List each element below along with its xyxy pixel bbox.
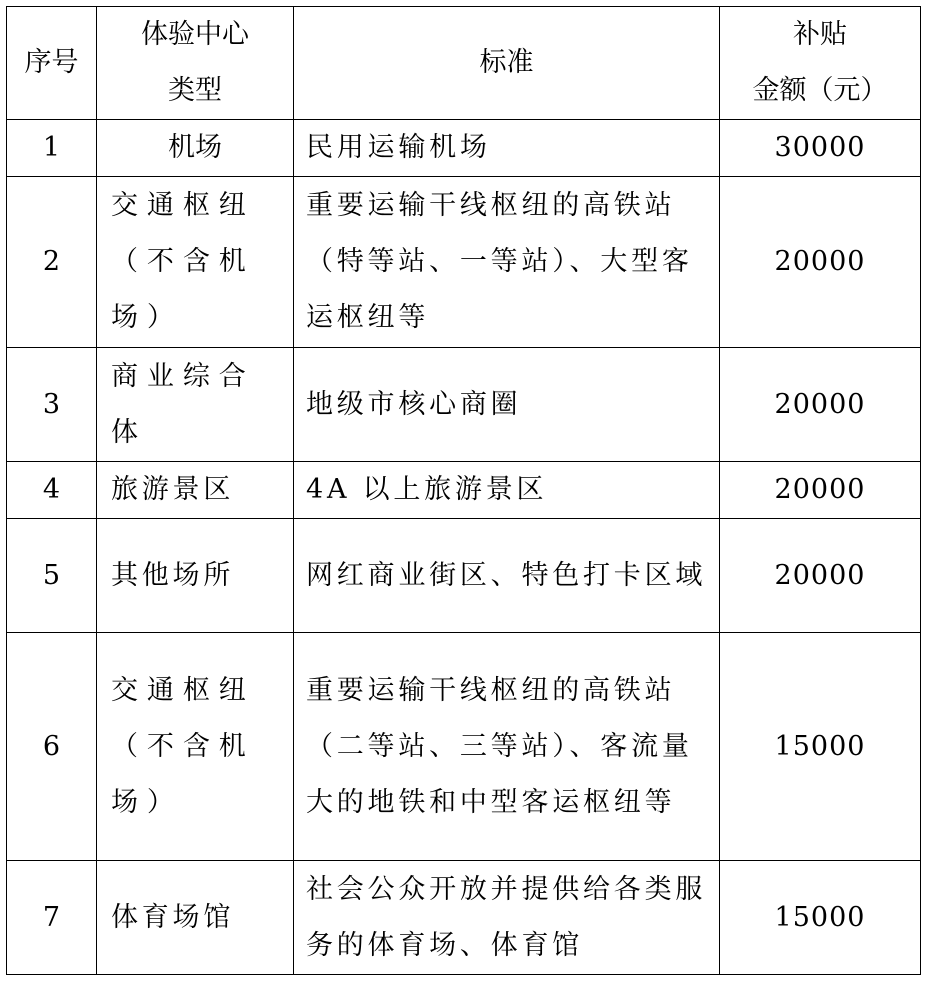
row-amount: 15000	[720, 633, 921, 861]
table-row	[7, 861, 921, 975]
table-row	[7, 633, 921, 861]
row-type: 其他场所	[97, 519, 294, 633]
row-standard: 社会公众开放并提供给各类服务的体育场、体育馆	[294, 861, 720, 975]
header-row	[7, 7, 921, 120]
table-row	[7, 348, 921, 462]
row-amount: 30000	[720, 120, 921, 177]
table-row	[7, 462, 921, 519]
header-type	[97, 7, 294, 120]
header-type-line1: 体验中心	[141, 19, 249, 50]
row-type: 机场	[97, 120, 294, 177]
row-standard: 民用运输机场	[294, 120, 720, 177]
row-standard: 重要运输干线枢纽的高铁站（特等站、一等站）、大型客运枢纽等	[294, 177, 720, 348]
row-amount: 20000	[720, 348, 921, 462]
row-type: 商业综合体	[97, 348, 294, 462]
row-num: 4	[7, 462, 97, 519]
row-amount: 20000	[720, 462, 921, 519]
subsidy-table	[6, 6, 921, 975]
row-standard: 重要运输干线枢纽的高铁站（二等站、三等站）、客流量大的地铁和中型客运枢纽等	[294, 633, 720, 861]
row-num: 1	[7, 120, 97, 177]
row-type: 体育场馆	[97, 861, 294, 975]
row-amount: 20000	[720, 177, 921, 348]
header-amount-line1: 补贴	[793, 19, 847, 50]
table-row	[7, 519, 921, 633]
header-amount-line2: 金额（元）	[752, 75, 888, 106]
header-type-line2: 类型	[168, 75, 222, 106]
row-amount: 15000	[720, 861, 921, 975]
row-num: 7	[7, 861, 97, 975]
row-num: 2	[7, 177, 97, 348]
row-type: 交通枢纽（不含机场）	[97, 633, 294, 861]
row-type: 交通枢纽（不含机场）	[97, 177, 294, 348]
table-row	[7, 120, 921, 177]
table-row	[7, 177, 921, 348]
header-num: 序号	[7, 7, 97, 120]
row-type: 旅游景区	[97, 462, 294, 519]
row-standard: 地级市核心商圈	[294, 348, 720, 462]
row-standard: 4A 以上旅游景区	[294, 462, 720, 519]
row-num: 6	[7, 633, 97, 861]
row-amount: 20000	[720, 519, 921, 633]
header-standard: 标准	[294, 7, 720, 120]
header-amount	[720, 7, 921, 120]
row-num: 5	[7, 519, 97, 633]
row-standard: 网红商业街区、特色打卡区域	[294, 519, 720, 633]
row-num: 3	[7, 348, 97, 462]
